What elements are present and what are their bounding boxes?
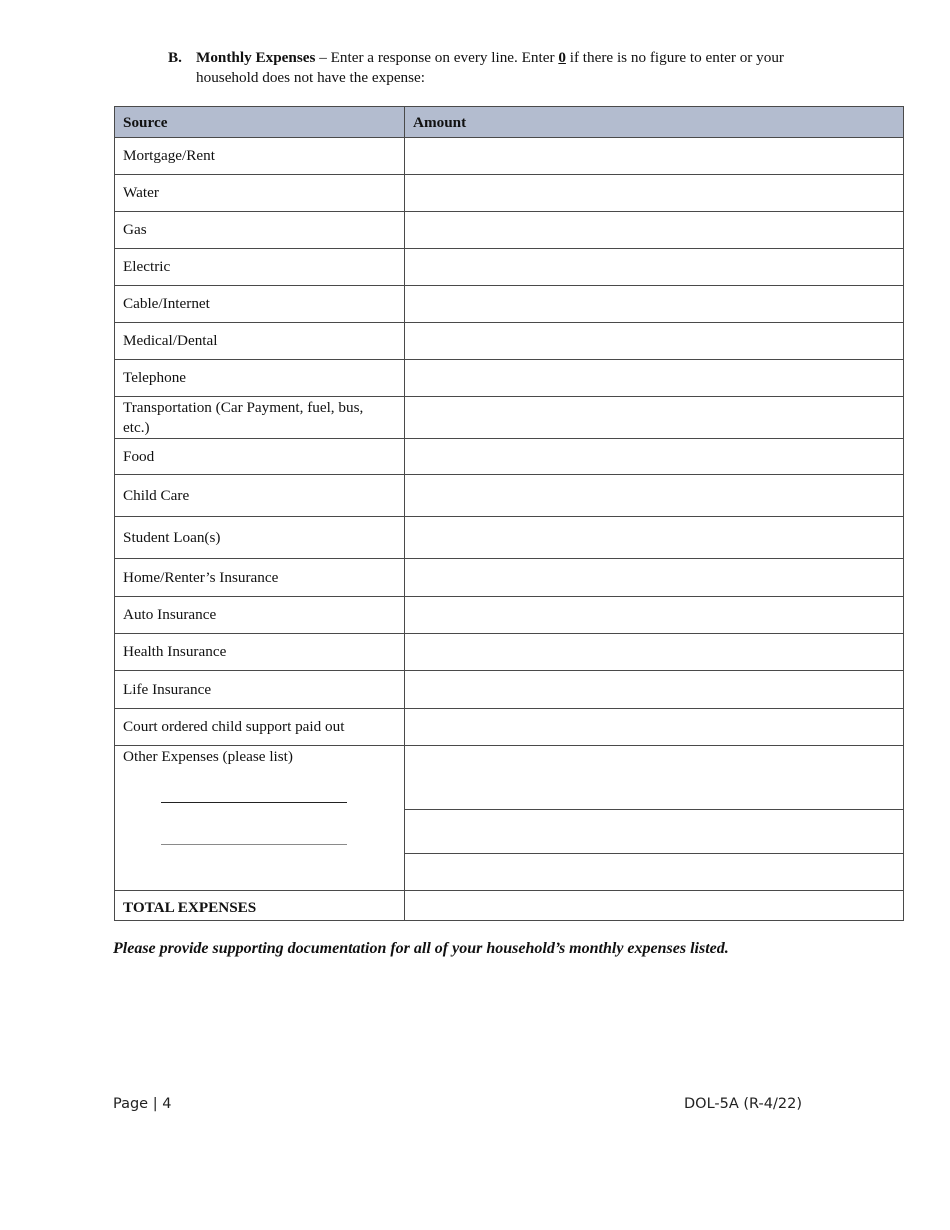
expense-source: Telephone — [115, 360, 405, 397]
expense-amount-field[interactable] — [405, 517, 904, 559]
section-intro-a: – Enter a response on every line. Enter — [315, 49, 559, 66]
other-expenses-cell — [115, 746, 405, 891]
section-zero: 0 — [558, 49, 566, 66]
other-expense-amount-field[interactable] — [405, 810, 903, 854]
other-expense-name-line[interactable] — [161, 802, 347, 803]
table-row — [115, 634, 904, 671]
table-row — [115, 559, 904, 597]
expense-source: Medical/Dental — [115, 323, 405, 360]
monthly-expenses-table — [114, 106, 904, 921]
other-expenses-label: Other Expenses (please list) — [123, 748, 293, 765]
table-row — [115, 360, 904, 397]
expense-amount-field[interactable] — [405, 559, 904, 597]
table-row — [115, 475, 904, 517]
section-title: Monthly Expenses — [196, 49, 316, 66]
other-expenses-amounts — [405, 746, 904, 891]
expense-amount-field[interactable] — [405, 175, 904, 212]
other-expenses-row — [115, 746, 904, 891]
expense-source: Life Insurance — [115, 671, 405, 709]
amount-header: Amount — [405, 107, 904, 138]
expense-amount-field[interactable] — [405, 323, 904, 360]
other-expense-amount-field[interactable] — [405, 746, 903, 810]
expense-source: Cable/Internet — [115, 286, 405, 323]
table-row — [115, 597, 904, 634]
total-expenses-field[interactable] — [405, 891, 904, 921]
source-header: Source — [115, 107, 405, 138]
section-letter: B. — [168, 49, 182, 66]
expense-source: Court ordered child support paid out — [115, 709, 405, 746]
total-row — [115, 891, 904, 921]
form-number: DOL-5A (R-4/22) — [684, 1096, 802, 1112]
table-row — [115, 212, 904, 249]
section-intro-b: if there is no figure to enter or your household does not have the expense: — [196, 49, 784, 86]
expense-amount-field[interactable] — [405, 475, 904, 517]
expense-amount-field[interactable] — [405, 360, 904, 397]
section-b-heading — [168, 48, 828, 88]
expense-source: Home/Renter’s Insurance — [115, 559, 405, 597]
other-expense-name-line[interactable] — [161, 844, 347, 845]
other-expense-amount-field[interactable] — [405, 854, 903, 890]
expense-source: Electric — [115, 249, 405, 286]
table-row — [115, 138, 904, 175]
expense-amount-field[interactable] — [405, 709, 904, 746]
expense-amount-field[interactable] — [405, 249, 904, 286]
table-row — [115, 397, 904, 439]
expense-amount-field[interactable] — [405, 286, 904, 323]
table-row — [115, 249, 904, 286]
expense-source: Mortgage/Rent — [115, 138, 405, 175]
section-instructions — [196, 48, 828, 88]
expense-amount-field[interactable] — [405, 671, 904, 709]
expense-amount-field[interactable] — [405, 634, 904, 671]
expense-source: Child Care — [115, 475, 405, 517]
expense-source: Water — [115, 175, 405, 212]
table-row — [115, 175, 904, 212]
expense-amount-field[interactable] — [405, 439, 904, 475]
table-row — [115, 323, 904, 360]
table-header-row — [115, 107, 904, 138]
expense-source: Auto Insurance — [115, 597, 405, 634]
supporting-documentation-note: Please provide supporting documentation for all of your household’s monthly expenses listed. — [113, 940, 729, 957]
expense-source: Health Insurance — [115, 634, 405, 671]
table-row — [115, 439, 904, 475]
expense-amount-field[interactable] — [405, 138, 904, 175]
expense-source: Food — [115, 439, 405, 475]
table-row — [115, 517, 904, 559]
total-expenses-label: TOTAL EXPENSES — [115, 891, 405, 921]
table-row — [115, 709, 904, 746]
expense-source: Transportation (Car Payment, fuel, bus, etc.) — [115, 397, 405, 439]
expense-amount-field[interactable] — [405, 212, 904, 249]
expense-source: Student Loan(s) — [115, 517, 405, 559]
expense-amount-field[interactable] — [405, 397, 904, 439]
page-number: Page | 4 — [113, 1096, 172, 1112]
table-row — [115, 286, 904, 323]
expense-source: Gas — [115, 212, 405, 249]
expense-amount-field[interactable] — [405, 597, 904, 634]
table-row — [115, 671, 904, 709]
